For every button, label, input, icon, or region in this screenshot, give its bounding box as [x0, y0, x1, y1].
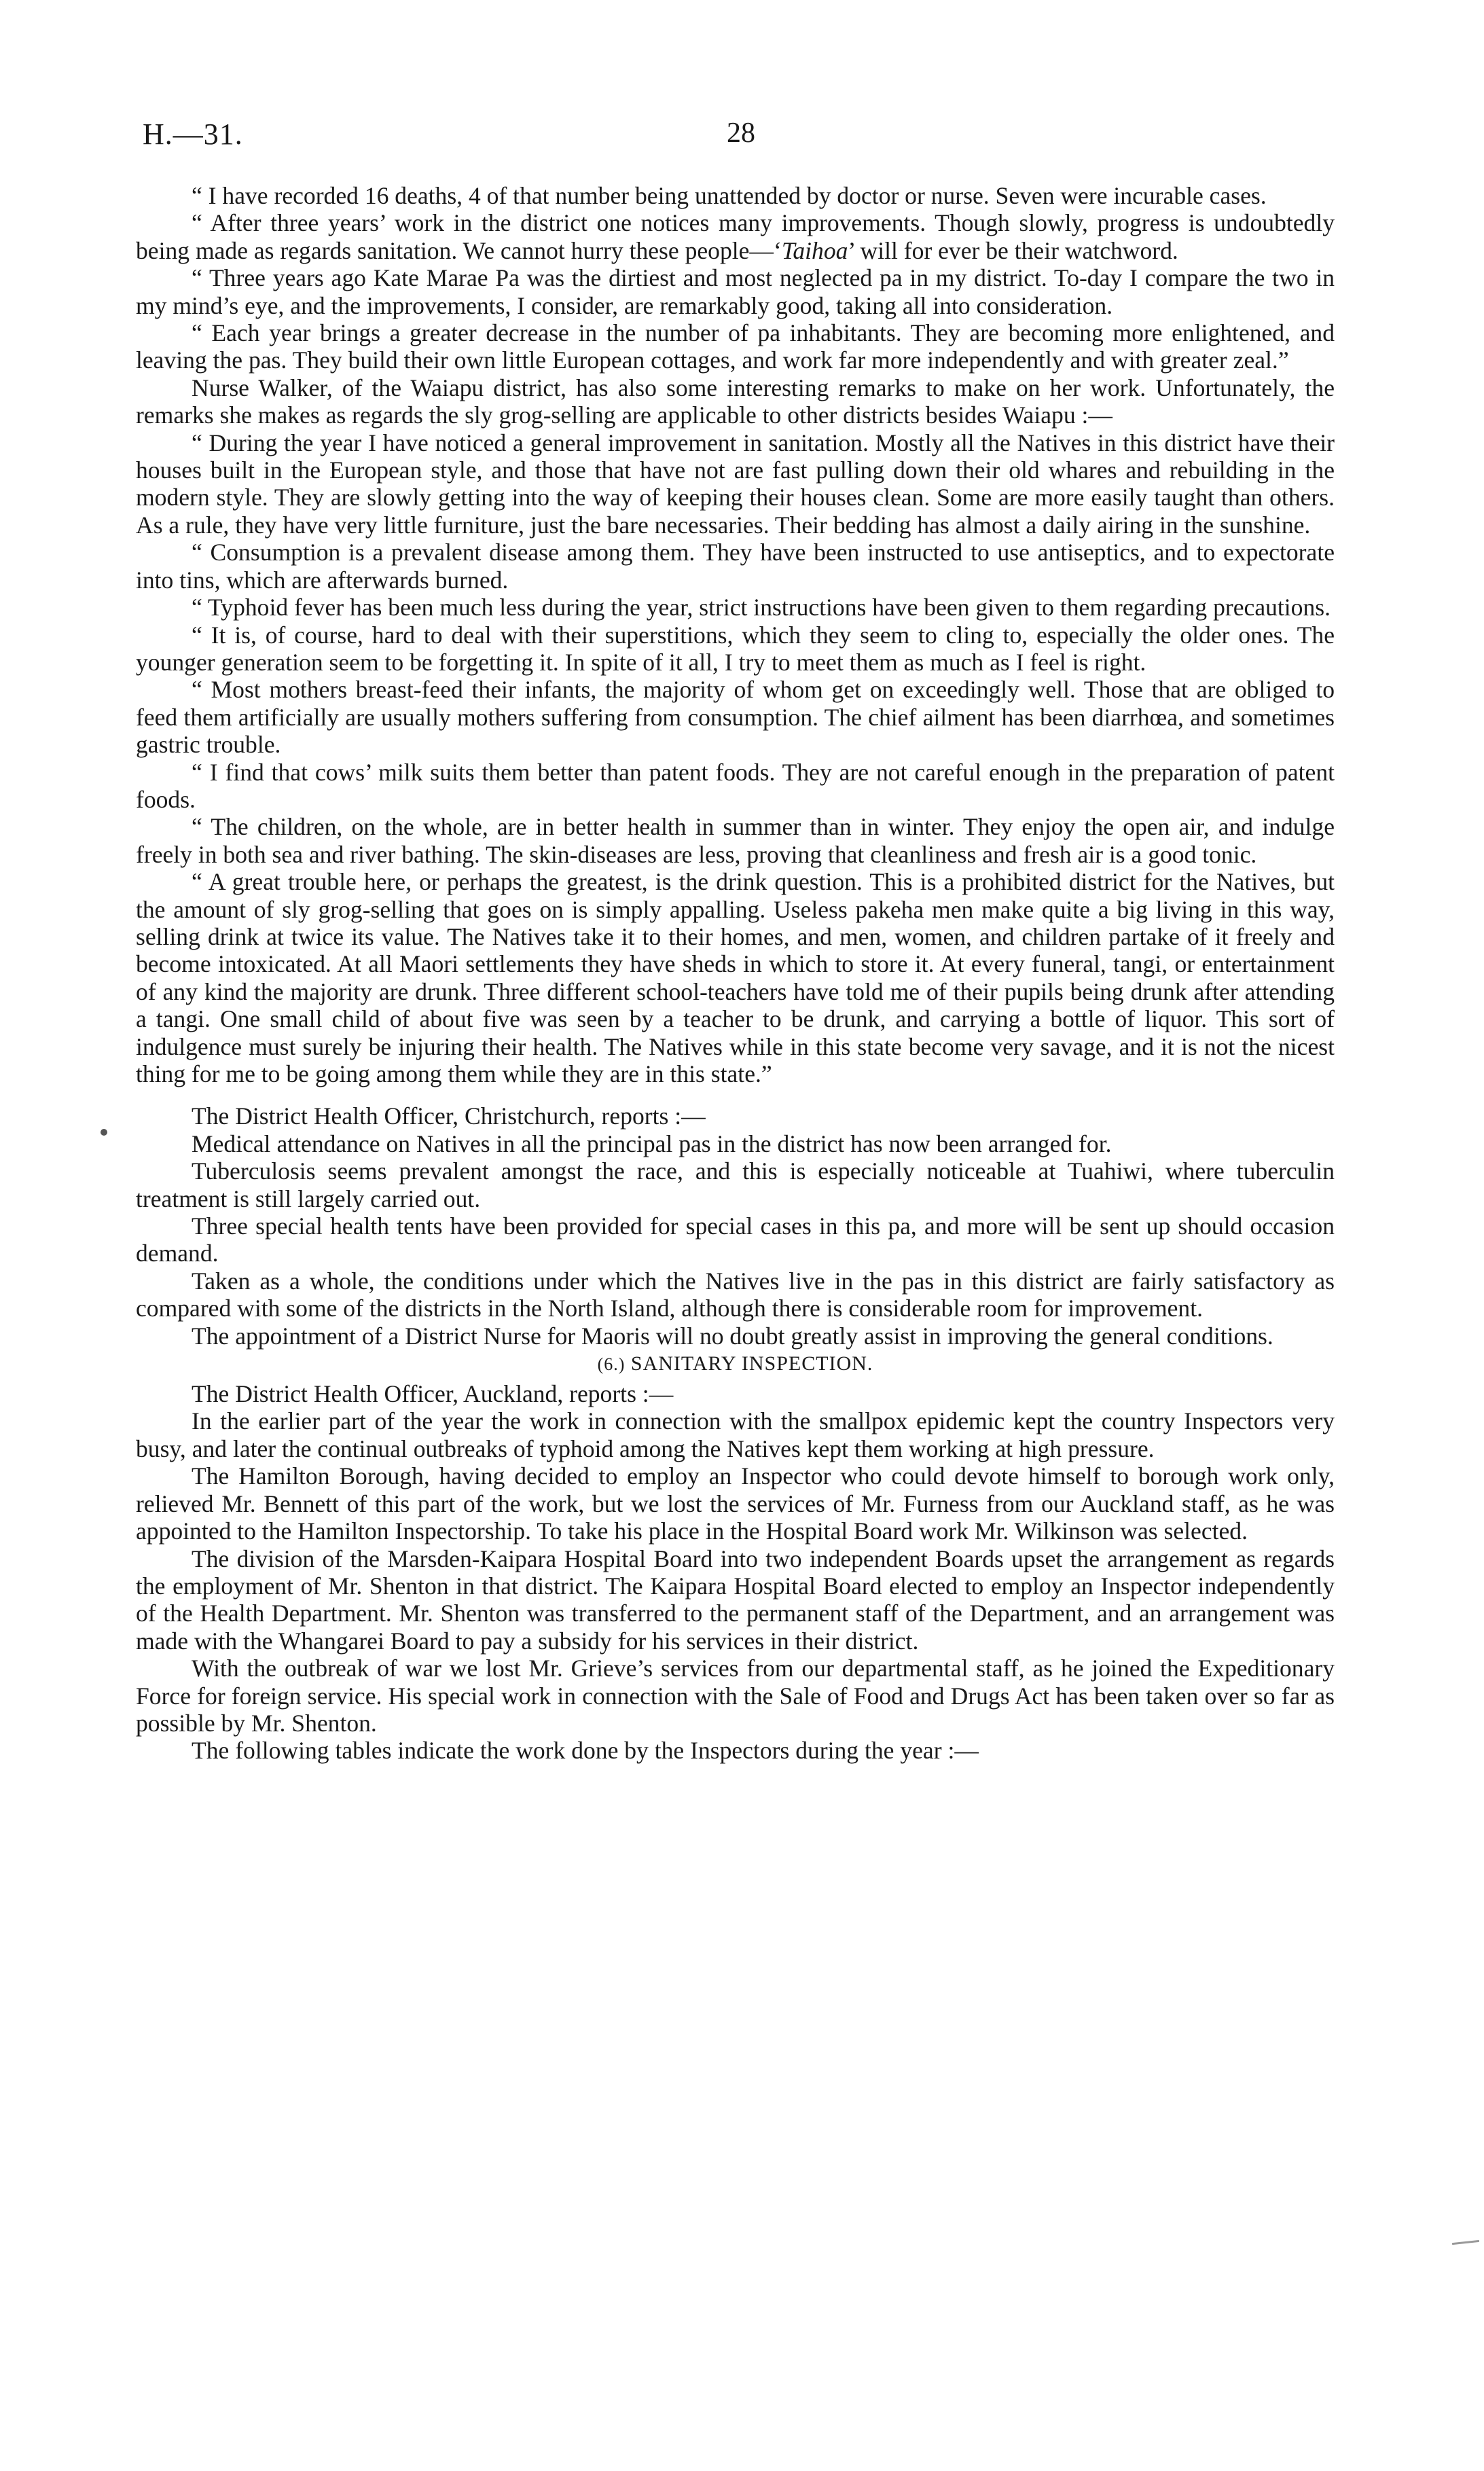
report-reference: H.—31. — [143, 118, 243, 151]
paragraph: “ I find that cows’ milk suits them better than patent foods. They are not careful enough in the preparation of patent foods. — [136, 758, 1335, 813]
paragraph: The division of the Marsden-Kaipara Hospital Board into two independent Boards upset the arrangement as regards the employment of Mr. Shenton in that district. The Kaipara Hospital Board elected to employ an Inspector independently of the Health Department. Mr. Shenton was transferred to the permanent staff of the Department, and an arrangement was made with the Whangarei Board to pay a subsidy for his services in their district. — [136, 1545, 1335, 1655]
section-title: SANITARY INSPECTION. — [630, 1352, 873, 1375]
paragraph: “ The children, on the whole, are in better health in summer than in winter. They enjoy the open air, and indulge freely in both sea and river bathing. The skin-diseases are less, proving that cleanliness and fresh air is a good tonic. — [136, 813, 1335, 868]
maori-term: Taihoa — [781, 236, 848, 264]
document-body — [136, 182, 1335, 1765]
paragraph: Taken as a whole, the conditions under which the Natives live in the pas in this district are fairly satisfactory as compared with some of the districts in the North Island, although there is considerable room for improvement. — [136, 1267, 1335, 1322]
paragraph: “ Consumption is a prevalent disease among them. They have been instructed to use antiseptics, and to expectorate into tins, which are afterwards burned. — [136, 539, 1335, 594]
paragraph: “ A great trouble here, or perhaps the greatest, is the drink question. This is a prohibited district for the Natives, but the amount of sly grog-selling that goes on is simply appalling. Useless pakeha men make quite a big living in this way, selling drink at twice its value. The Natives take it to their homes, and men, women, and children partake of it freely and become intoxicated. At all Maori settlements they have sheds in which to store it. At every funeral, tangi, or entertainment of any kind the majority are drunk. Three different school-teachers have told me of their pupils being drunk after attending a tangi. One small child of about five was seen by a teacher to be drunk, and carrying a bottle of liquor. This sort of indulgence must surely be injuring their health. The Natives while in this state become very savage, and it is not the nicest thing for me to be going among them while they are in this state.” — [136, 868, 1335, 1087]
margin-tick-mark — [1452, 2240, 1479, 2245]
paragraph: “ Each year brings a greater decrease in the number of pa inhabitants. They are becoming more enlightened, and leaving the pas. They build their own little European cottages, and work far more independently and with greater zeal.” — [136, 319, 1335, 374]
page-number: 28 — [727, 118, 755, 149]
page-header — [143, 117, 1338, 158]
paragraph: “ During the year I have noticed a general improvement in sanitation. Mostly all the Natives in this district have their houses built in the European style, and those that have not are fast pulling down their old whares and rebuilding in the modern style. They are slowly getting into the way of keeping their houses clean. Some are more easily taught than others. As a rule, they have very little furniture, just the bare necessaries. Their bedding has almost a daily airing in the sunshine. — [136, 429, 1335, 539]
paragraph — [136, 209, 1335, 264]
paragraph: In the earlier part of the year the work in connection with the smallpox epidemic kept the country Inspectors very busy, and later the continual outbreaks of typhoid among the Natives kept them working at high pressure. — [136, 1407, 1335, 1462]
paragraph: The District Health Officer, Christchurch, reports :— — [192, 1102, 706, 1130]
paragraph: Medical attendance on Natives in all the principal pas in the district has now been arranged for. — [192, 1130, 1112, 1157]
paragraph: Nurse Walker, of the Waiapu district, has also some interesting remarks to make on her work. Unfortunately, the remarks she makes as regards the sly grog-selling are applicable to other districts besides Waiapu :— — [136, 374, 1335, 429]
paragraph: Tuberculosis seems prevalent amongst the race, and this is especially noticeable at Tuahiwi, where tuberculin treatment is still largely carried out. — [136, 1157, 1335, 1212]
paragraph: The following tables indicate the work done by the Inspectors during the year :— — [192, 1737, 979, 1765]
paragraph-text-tail: ’ will for ever be their watchword. — [848, 236, 1178, 264]
margin-dot — [101, 1129, 107, 1136]
paragraph: The District Health Officer, Auckland, reports :— — [192, 1380, 674, 1408]
section-heading — [136, 1351, 1335, 1377]
paragraph: The Hamilton Borough, having decided to employ an Inspector who could devote himself to borough work only, relieved Mr. Bennett of this part of the work, but we lost the services of Mr. Furness from our Auckland staff, as he was appointed to the Hamilton Inspectorship. To take his place in the Hospital Board work Mr. Wilkinson was selected. — [136, 1462, 1335, 1545]
paragraph: “ Most mothers breast-feed their infants, the majority of whom get on exceedingly well. Those that are obliged to feed them artificially are usually mothers suffering from consumption. The chief ailment has been diarrhœa, and sometimes gastric trouble. — [136, 676, 1335, 759]
paragraph: “ It is, of course, hard to deal with their superstitions, which they seem to cling to, especially the older ones. The younger generation seem to be forgetting it. In spite of it all, I try to meet them as much as I feel is right. — [136, 621, 1335, 676]
paragraph: “ Typhoid fever has been much less during the year, strict instructions have been given to them regarding precautions. — [192, 594, 1331, 621]
paragraph: “ Three years ago Kate Marae Pa was the dirtiest and most neglected pa in my district. To-day I compare the two in my mind’s eye, and the improvements, I consider, are remarkably good, taking all into consideration. — [136, 264, 1335, 319]
paragraph-text: “ After three years’ work in the district one notices many improvements. Though slowly, progress is undoubtedly being made as regards sanitation. We cannot hurry these people—‘ — [136, 209, 1335, 264]
paragraph: “ I have recorded 16 deaths, 4 of that number being unattended by doctor or nurse. Seven were incurable cases. — [192, 182, 1267, 209]
paragraph: Three special health tents have been provided for special cases in this pa, and more will be sent up should occasion demand. — [136, 1212, 1335, 1267]
section-number: (6.) — [597, 1354, 626, 1375]
paragraph: With the outbreak of war we lost Mr. Grieve’s services from our departmental staff, as he joined the Expeditionary Force for foreign service. His special work in connection with the Sale of Food and Drugs Act has been taken over so far as possible by Mr. Shenton. — [136, 1655, 1335, 1737]
paragraph: The appointment of a District Nurse for Maoris will no doubt greatly assist in improving the general conditions. — [192, 1322, 1273, 1350]
